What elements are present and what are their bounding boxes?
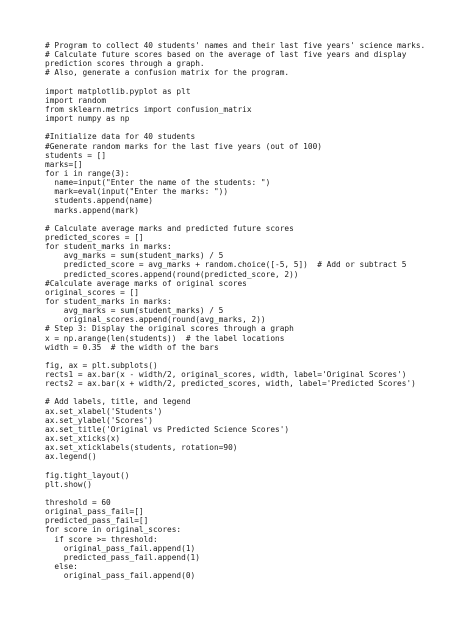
code-line: [45, 489, 425, 498]
code-line: [45, 215, 425, 224]
code-line: import matplotlib.pyplot as plt: [45, 86, 191, 96]
code-line: [45, 352, 425, 361]
code-line: #Initialize data for 40 students: [45, 132, 196, 142]
code-line: # Add labels, title, and legend: [45, 397, 191, 407]
code-line: #Generate random marks for the last five years (out of 100): [45, 141, 322, 151]
code-line: for student_marks in marks:: [45, 242, 172, 252]
code-line: marks.append(mark): [45, 205, 139, 215]
code-line: rects1 = ax.bar(x - width/2, original_scores, width, label='Original Scores'): [45, 370, 407, 380]
code-line: rects2 = ax.bar(x + width/2, predicted_scores, width, label='Predicted Scores'): [45, 379, 416, 389]
code-line: [45, 461, 425, 470]
code-line: predicted_pass_fail=[]: [45, 516, 149, 526]
code-line: original_scores.append(round(avg_marks, 2)): [45, 315, 266, 325]
code-line: # Calculate average marks and predicted future scores: [45, 223, 294, 233]
code-line: width = 0.35 # the width of the bars: [45, 342, 219, 352]
code-line: x = np.arange(len(students)) # the label locations: [45, 333, 285, 343]
code-line: original_pass_fail=[]: [45, 507, 144, 517]
code-line: [45, 388, 425, 397]
code-line: fig.tight_layout(): [45, 470, 130, 480]
code-line: ax.set_ylabel('Scores'): [45, 415, 153, 425]
code-line: avg_marks = sum(student_marks) / 5: [45, 251, 224, 261]
code-line: predicted_pass_fail.append(1): [45, 552, 200, 562]
code-line: plt.show(): [45, 479, 92, 489]
code-line: fig, ax = plt.subplots(): [45, 360, 158, 370]
code-line: predicted_scores = []: [45, 232, 144, 242]
code-line: import numpy as np: [45, 114, 130, 124]
code-line: ax.set_title('Original vs Predicted Science Scores'): [45, 424, 290, 434]
code-line: avg_marks = sum(student_marks) / 5: [45, 306, 224, 316]
code-line: original_scores = []: [45, 287, 139, 297]
code-line: original_pass_fail.append(0): [45, 571, 196, 581]
code-line: if score >= threshold:: [45, 534, 158, 544]
code-line: threshold = 60: [45, 498, 111, 508]
code-line: students.append(name): [45, 196, 153, 206]
code-line: import random: [45, 95, 107, 105]
code-line: original_pass_fail.append(1): [45, 543, 196, 553]
code-listing: [45, 41, 425, 580]
code-line: ax.set_xticklabels(students, rotation=90): [45, 443, 238, 453]
code-line: # Step 3: Display the original scores through a graph: [45, 324, 294, 334]
code-line: else:: [45, 562, 78, 572]
code-line: for student_marks in marks:: [45, 296, 172, 306]
code-line: students = []: [45, 150, 107, 160]
code-line: ax.set_xlabel('Students'): [45, 406, 163, 416]
code-line: predicted_scores.append(round(predicted_score, 2)): [45, 269, 299, 279]
code-line: ax.set_xticks(x): [45, 434, 121, 444]
code-line: # Calculate future scores based on the average of last five years and display: [45, 50, 407, 60]
code-line: mark=eval(input("Enter the marks: ")): [45, 187, 229, 197]
code-line: # Also, generate a confusion matrix for the program.: [45, 68, 290, 78]
code-line: from sklearn.metrics import confusion_matrix: [45, 104, 252, 114]
code-line: marks=[]: [45, 159, 83, 169]
code-line: name=input("Enter the name of the students: "): [45, 178, 271, 188]
code-line: prediction scores through a graph.: [45, 59, 205, 69]
code-line: # Program to collect 40 students' names and their last five years' science marks.: [45, 41, 426, 50]
code-line: for score in original_scores:: [45, 525, 182, 535]
code-line: [45, 123, 425, 132]
code-line: ax.legend(): [45, 452, 97, 462]
code-line: for i in range(3):: [45, 168, 130, 178]
code-line: [45, 78, 425, 87]
code-line: #Calculate average marks of original scores: [45, 278, 247, 288]
code-line: predicted_score = avg_marks + random.choice([-5, 5]) # Add or subtract 5: [45, 260, 407, 270]
